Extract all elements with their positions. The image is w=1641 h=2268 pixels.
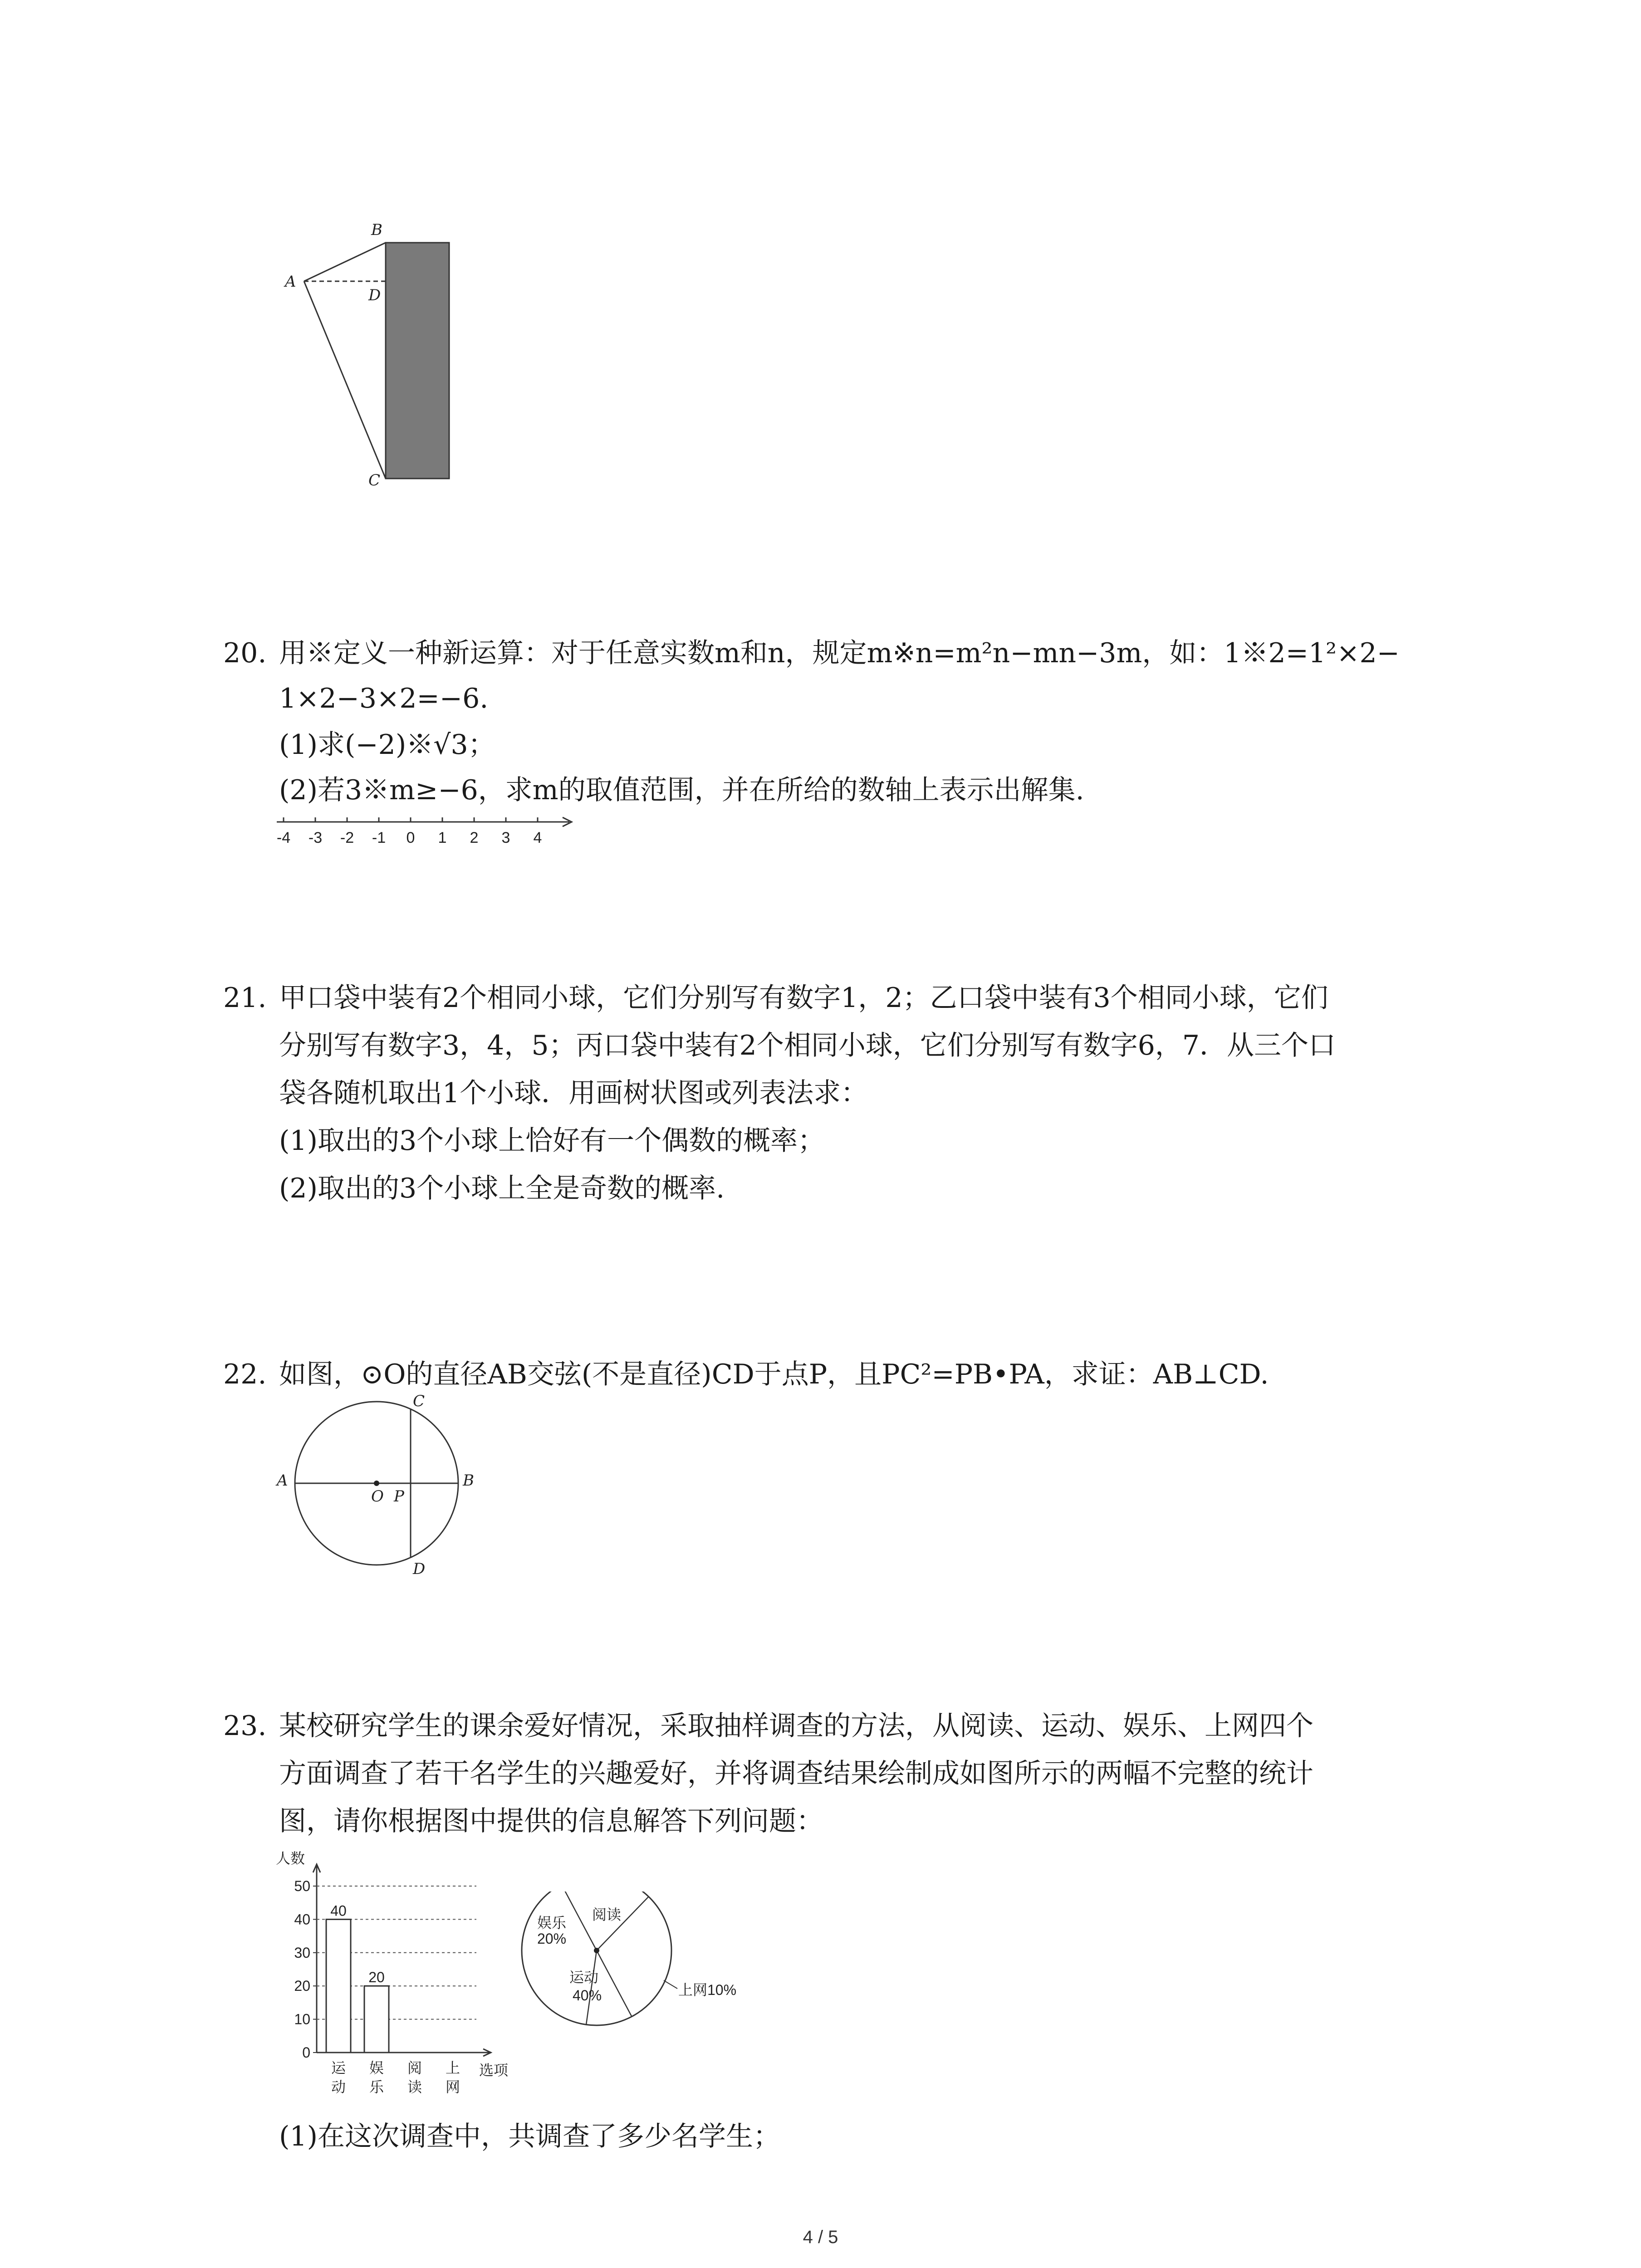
pie-center <box>594 1948 599 1953</box>
pie-pct-entertainment: 20% <box>537 1931 567 1947</box>
q22-line-1: 如图，⊙O的直径AB交弦(不是直径)CD于点P，且PC²=PB•PA，求证：AB⊥CD. <box>279 1359 1269 1390</box>
q23-line-3: 图，请你根据图中提供的信息解答下列问题： <box>279 1805 823 1837</box>
x-tick-label: 乐 <box>369 2079 384 2095</box>
pie-label-sports: 运动 <box>569 1969 599 1985</box>
q21-line-1: 甲口袋中装有2个相同小球，它们分别写有数字1，2；乙口袋中装有3个相同小球，它们 <box>279 982 1328 1014</box>
q21-part-2: (2)取出的3个小球上全是奇数的概率. <box>279 1173 725 1204</box>
y-tick-label: 50 <box>294 1878 310 1894</box>
q22-circle-figure <box>263 1393 499 1592</box>
number-line-tick-label: -1 <box>372 829 386 846</box>
label-p: P <box>394 1487 404 1505</box>
q21-line-2: 分别写有数字3，4，5；丙口袋中装有2个相同小球，它们分别写有数字6，7．从三个口 <box>279 1030 1336 1061</box>
q23-part-1: (1)在这次调查中，共调查了多少名学生； <box>279 2121 780 2152</box>
bar <box>326 1919 351 2053</box>
bar-chart <box>272 1846 526 2109</box>
label-a: A <box>285 273 296 291</box>
q23-line-1: 某校研究学生的课余爱好情况，采取抽样调查的方法，从阅读、运动、娱乐、上网四个 <box>279 1710 1313 1742</box>
bar <box>364 1986 389 2053</box>
center-point <box>374 1481 379 1486</box>
label-a: A <box>277 1471 288 1490</box>
q23-number: 23. <box>223 1710 267 1742</box>
label-b: B <box>371 221 382 239</box>
number-line <box>272 812 581 857</box>
pie-label-internet: 上网10% <box>678 1982 737 1998</box>
x-tick-label: 运 <box>331 2060 346 2076</box>
label-b: B <box>463 1471 474 1490</box>
q20-line-2: 1×2−3×2=−6. <box>279 683 489 714</box>
segment-ac <box>304 281 386 479</box>
x-tick-label: 娱 <box>369 2060 384 2076</box>
pie-chart <box>517 1892 771 2041</box>
y-tick-label: 0 <box>302 2044 310 2061</box>
pie-pct-sports: 40% <box>573 1987 602 2004</box>
q21-line-3: 袋各随机取出1个小球．用画树状图或列表法求： <box>279 1077 868 1109</box>
label-c: C <box>413 1393 425 1410</box>
number-line-tick-label: 0 <box>406 829 415 846</box>
q20-part-1: (1)求(−2)※√3； <box>279 729 495 761</box>
number-line-tick-label: -3 <box>308 829 323 846</box>
number-line-tick-label: 2 <box>470 829 479 846</box>
bar-chart-ylabel: 人数 <box>276 1850 305 1867</box>
pie-label-reading: 阅读 <box>592 1906 622 1923</box>
segment-ab <box>304 243 386 281</box>
x-tick-label: 上 <box>445 2060 460 2076</box>
bar-chart-xlabel: 选项 <box>479 2062 509 2078</box>
y-tick-label: 30 <box>294 1944 310 1961</box>
label-c: C <box>368 471 381 489</box>
x-tick-label: 读 <box>407 2079 422 2095</box>
label-d: D <box>413 1560 426 1578</box>
bar-data-label: 40 <box>330 1902 347 1919</box>
number-line-tick-label: 4 <box>533 829 542 846</box>
pie-label-entertainment: 娱乐 <box>537 1915 567 1931</box>
x-tick-label: 网 <box>445 2079 460 2095</box>
y-tick-label: 40 <box>294 1911 310 1928</box>
label-d: D <box>368 286 381 304</box>
y-tick-label: 10 <box>294 2011 310 2028</box>
q20-number: 20. <box>223 637 267 669</box>
q20-part-2: (2)若3※m≥−6，求m的取值范围，并在所给的数轴上表示出解集. <box>279 774 1084 806</box>
y-tick-label: 20 <box>294 1978 310 1994</box>
number-line-tick-label: -2 <box>340 829 354 846</box>
q23-line-2: 方面调查了若干名学生的兴趣爱好，并将调查结果绘制成如图所示的两幅不完整的统计 <box>279 1758 1313 1789</box>
number-line-tick-label: 3 <box>501 829 510 846</box>
x-tick-label: 阅 <box>407 2060 422 2076</box>
q22-number: 22. <box>223 1359 267 1390</box>
number-line-tick-label: -4 <box>276 829 291 846</box>
q19-figure <box>272 213 463 494</box>
pie-leader-line <box>664 1980 677 1989</box>
shaded-wall <box>386 243 449 479</box>
page-number: 4 / 5 <box>803 2227 838 2247</box>
q21-number: 21. <box>223 982 267 1014</box>
q21-part-1: (1)取出的3个小球上恰好有一个偶数的概率； <box>279 1125 825 1157</box>
label-o: O <box>371 1487 384 1505</box>
number-line-tick-label: 1 <box>438 829 447 846</box>
x-tick-label: 动 <box>331 2079 346 2095</box>
q20-line-1: 用※定义一种新运算：对于任意实数m和n，规定m※n=m²n−mn−3m，如：1※2=1²×2− <box>279 637 1400 669</box>
bar-data-label: 20 <box>368 1969 385 1986</box>
